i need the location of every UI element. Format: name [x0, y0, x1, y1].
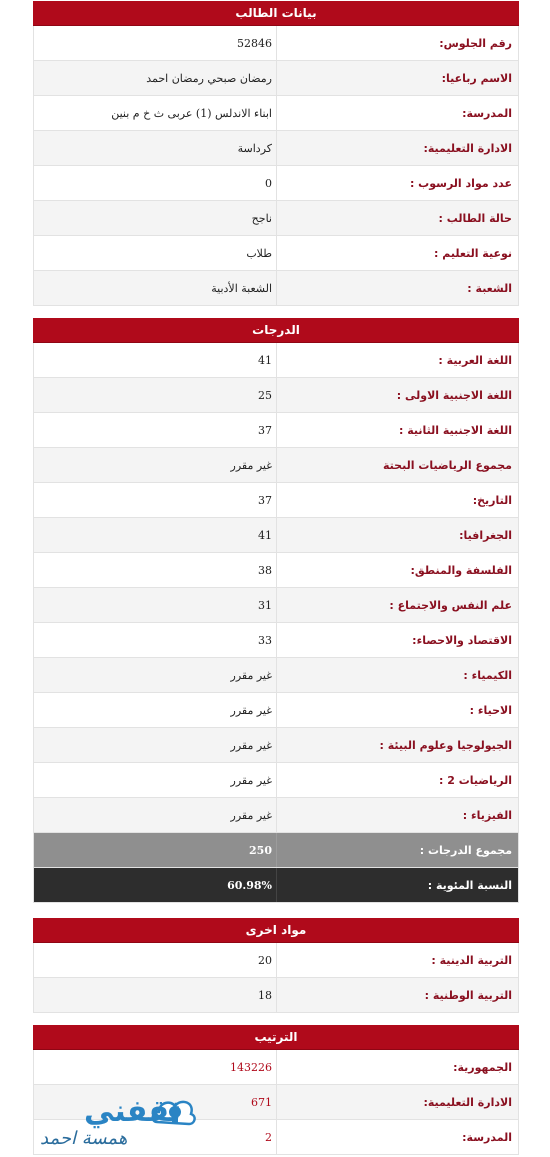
subject-grade: 31 — [258, 598, 272, 612]
rank-label: المدرسة: — [276, 1120, 518, 1154]
subject-grade: 33 — [258, 633, 272, 647]
student-status-label: حالة الطالب : — [276, 201, 518, 235]
subject-grade: غير مقرر — [230, 808, 272, 822]
subject-label: اللغة العربية : — [276, 343, 518, 377]
other-subjects-header: مواد اخرى — [33, 918, 519, 943]
education-type-value: طلاب — [246, 246, 272, 260]
school-label: المدرسة: — [276, 96, 518, 130]
total-value: 250 — [249, 843, 272, 857]
table-row — [33, 943, 519, 978]
subject-label: مجموع الرياضيات البحتة — [276, 448, 518, 482]
total-row — [33, 833, 519, 868]
subject-label: اللغة الاجنبية الاولى : — [276, 378, 518, 412]
subject-grade: 41 — [258, 353, 272, 367]
subject-label: التربية الوطنية : — [276, 978, 518, 1012]
watermark-tagline: همسة احمد — [40, 1128, 128, 1149]
rank-label: الجمهورية: — [276, 1050, 518, 1084]
school-value: ابناء الاندلس (1) عربى ث خ م بنين — [111, 106, 272, 120]
subject-label: الفلسفة والمنطق: — [276, 553, 518, 587]
subject-label: الاقتصاد والاحصاء: — [276, 623, 518, 657]
table-row — [33, 798, 519, 833]
administration-label: الادارة التعليمية: — [276, 131, 518, 165]
rank-value: 2 — [265, 1130, 272, 1144]
grades-section — [33, 318, 519, 903]
rank-value: 143226 — [230, 1060, 272, 1074]
subject-grade: 18 — [258, 988, 272, 1002]
table-row — [33, 448, 519, 483]
rank-label: الادارة التعليمية: — [276, 1085, 518, 1119]
subject-grade: 38 — [258, 563, 272, 577]
percentage-value: 60.98% — [227, 878, 272, 892]
subject-grade: غير مقرر — [230, 773, 272, 787]
student-info-rows — [33, 26, 519, 306]
table-row — [33, 201, 519, 236]
table-row — [33, 166, 519, 201]
table-row — [33, 763, 519, 798]
table-row — [33, 978, 519, 1013]
table-row — [33, 728, 519, 763]
subject-grade: غير مقرر — [230, 668, 272, 682]
percentage-label: النسبة المئوية : — [276, 868, 518, 902]
table-row — [33, 378, 519, 413]
full-name-value: رمضان صبحي رمضان احمد — [146, 71, 272, 85]
subject-label: التربية الدينية : — [276, 943, 518, 977]
table-row — [33, 61, 519, 96]
table-row — [33, 413, 519, 448]
subject-grade: 41 — [258, 528, 272, 542]
table-row — [33, 518, 519, 553]
failed-subjects-value: 0 — [265, 176, 272, 190]
subject-grade: 37 — [258, 493, 272, 507]
watermark-brand: ثقفني — [84, 1094, 182, 1129]
subject-label: الكيمياء : — [276, 658, 518, 692]
subject-label: الجيولوجيا وعلوم البيئة : — [276, 728, 518, 762]
subject-grade: 25 — [258, 388, 272, 402]
subject-grade: 37 — [258, 423, 272, 437]
grades-header: الدرجات — [33, 318, 519, 343]
ranking-header: الترتيب — [33, 1025, 519, 1050]
table-row — [33, 236, 519, 271]
subject-label: التاريخ: — [276, 483, 518, 517]
grades-rows — [33, 343, 519, 903]
table-row — [33, 693, 519, 728]
subject-label: الاحياء : — [276, 693, 518, 727]
student-status-value: ناجح — [251, 211, 272, 225]
administration-value: كرداسة — [237, 141, 272, 155]
table-row — [33, 483, 519, 518]
division-label: الشعبة : — [276, 271, 518, 305]
education-type-label: نوعية التعليم : — [276, 236, 518, 270]
table-row — [33, 588, 519, 623]
percentage-row — [33, 868, 519, 903]
table-row — [33, 623, 519, 658]
subject-label: اللغة الاجنبية الثانية : — [276, 413, 518, 447]
table-row — [33, 658, 519, 693]
subject-grade: 20 — [258, 953, 272, 967]
table-row — [33, 131, 519, 166]
rank-value: 671 — [251, 1095, 272, 1109]
student-info-header: بيانات الطالب — [33, 1, 519, 26]
subject-label: الفيزياء : — [276, 798, 518, 832]
full-name-label: الاسم رباعيا: — [276, 61, 518, 95]
subject-label: علم النفس والاجتماع : — [276, 588, 518, 622]
failed-subjects-label: عدد مواد الرسوب : — [276, 166, 518, 200]
table-row — [33, 553, 519, 588]
seat-number-value: 52846 — [237, 36, 272, 50]
subject-grade: غير مقرر — [230, 738, 272, 752]
table-row — [33, 1050, 519, 1085]
subject-grade: غير مقرر — [230, 703, 272, 717]
subject-label: الرياضيات 2 : — [276, 763, 518, 797]
other-subjects-section — [33, 918, 519, 1013]
other-subjects-rows — [33, 943, 519, 1013]
total-label: مجموع الدرجات : — [276, 833, 518, 867]
table-row — [33, 96, 519, 131]
subject-grade: غير مقرر — [230, 458, 272, 472]
seat-number-label: رقم الجلوس: — [276, 26, 518, 60]
student-info-section — [33, 1, 519, 306]
table-row — [33, 271, 519, 306]
table-row — [33, 26, 519, 61]
watermark-logo — [14, 1090, 204, 1152]
table-row — [33, 343, 519, 378]
subject-label: الجغرافيا: — [276, 518, 518, 552]
division-value: الشعبة الأدبية — [211, 281, 272, 295]
